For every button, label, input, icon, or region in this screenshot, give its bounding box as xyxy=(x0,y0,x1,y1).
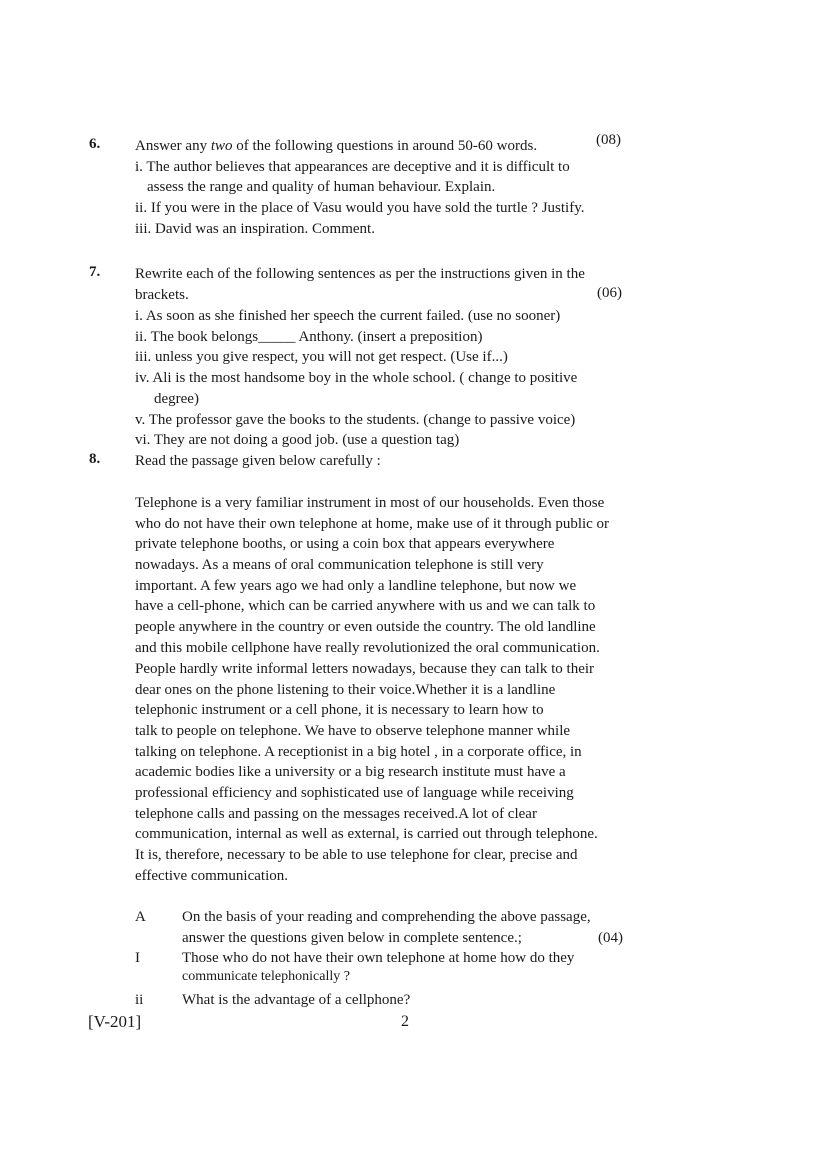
q7-item-6: vi. They are not doing a good job. (use a question tag) xyxy=(135,432,460,448)
passage-line: professional efficiency and sophisticated use of language while receiving xyxy=(135,785,574,801)
question-6-marks: (08) xyxy=(596,132,621,148)
passage-line: communication, internal as well as external, is carried out through telephone. xyxy=(135,826,598,842)
q7-item-4: iv. Ali is the most handsome boy in the whole school. ( change to positive xyxy=(135,370,578,386)
passage-line: talking on telephone. A receptionist in a big hotel , in a corporate office, in xyxy=(135,744,582,760)
passage-line: private telephone booths, or using a coin box that appears everywhere xyxy=(135,536,555,552)
passage-line: important. A few years ago we had only a landline telephone, but now we xyxy=(135,578,577,594)
passage-line: telephone calls and passing on the messages received.A lot of clear xyxy=(135,806,537,822)
subquestion-1-label: I xyxy=(135,950,140,966)
q7-stem-line-1: Rewrite each of the following sentences as per the instructions given in the xyxy=(135,266,585,282)
passage-line: have a cell-phone, which can be carried anywhere with us and we can talk to xyxy=(135,598,596,614)
q6-item-1-cont: assess the range and quality of human behaviour. Explain. xyxy=(147,179,496,195)
q8-stem: Read the passage given below carefully : xyxy=(135,453,381,469)
passage-line: academic bodies like a university or a big research institute must have a xyxy=(135,764,566,780)
passage-line: people anywhere in the country or even outside the country. The old landline xyxy=(135,619,596,635)
q6-item-3: iii. David was an inspiration. Comment. xyxy=(135,221,375,237)
part-a-marks: (04) xyxy=(598,930,623,946)
paper-code: [V-201] xyxy=(88,1012,142,1031)
q6-stem-emphasis: two xyxy=(210,138,233,154)
question-6-stem xyxy=(135,136,537,156)
q6-stem-text-end: of the following questions in around 50-60 words. xyxy=(232,138,538,154)
passage-line: effective communication. xyxy=(135,868,288,884)
q6-stem-text: Answer any xyxy=(135,138,211,154)
question-7-number: 7. xyxy=(89,264,101,280)
passage-line: Telephone is a very familiar instrument in most of our households. Even those xyxy=(135,495,605,511)
passage-line: nowadays. As a means of oral communication telephone is still very xyxy=(135,557,544,573)
part-a-label: A xyxy=(135,909,146,925)
passage-line: and this mobile cellphone have really revolutionized the oral communication. xyxy=(135,640,600,656)
q7-item-1: i. As soon as she finished her speech the current failed. (use no sooner) xyxy=(135,308,561,324)
passage-line: It is, therefore, necessary to be able to use telephone for clear, precise and xyxy=(135,847,578,863)
q7-item-4-cont: degree) xyxy=(154,391,199,407)
passage-line: telephonic instrument or a cell phone, it is necessary to learn how to xyxy=(135,702,544,718)
question-6-number: 6. xyxy=(89,136,101,152)
part-a-line-2: answer the questions given below in complete sentence.; xyxy=(182,930,522,946)
subquestion-2-label: ii xyxy=(135,992,144,1008)
page-number: 2 xyxy=(401,1013,409,1030)
passage-line: talk to people on telephone. We have to observe telephone manner while xyxy=(135,723,571,739)
q7-item-3: iii. unless you give respect, you will not get respect. (Use if...) xyxy=(135,349,508,365)
passage-line: who do not have their own telephone at home, make use of it through public or xyxy=(135,516,610,532)
q7-item-5: v. The professor gave the books to the students. (change to passive voice) xyxy=(135,412,576,428)
passage-line: dear ones on the phone listening to their voice.Whether it is a landline xyxy=(135,682,556,698)
q7-stem-line-2: brackets. xyxy=(135,287,189,303)
q6-item-1: i. The author believes that appearances are deceptive and it is difficult to xyxy=(135,159,570,175)
q7-item-2: ii. The book belongs_____ Anthony. (insert a preposition) xyxy=(135,329,483,345)
subquestion-2-line-1: What is the advantage of a cellphone? xyxy=(182,992,411,1008)
question-7-marks: (06) xyxy=(597,285,622,301)
part-a-line-1: On the basis of your reading and comprehending the above passage, xyxy=(182,909,591,925)
question-8-number: 8. xyxy=(89,451,101,467)
subquestion-1-line-1: Those who do not have their own telephone at home how do they xyxy=(182,950,575,966)
subquestion-1-line-2: communicate telephonically ? xyxy=(182,969,350,984)
q6-item-2: ii. If you were in the place of Vasu would you have sold the turtle ? Justify. xyxy=(135,200,585,216)
passage-line: People hardly write informal letters nowadays, because they can talk to their xyxy=(135,661,595,677)
